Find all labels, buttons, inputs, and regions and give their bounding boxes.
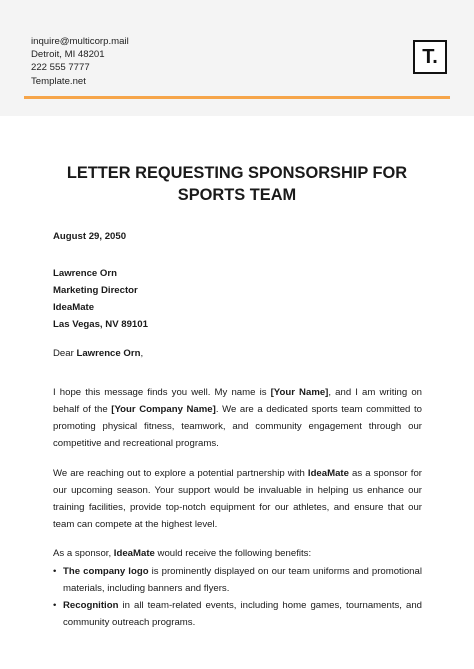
intro-text-3: . We are a dedicated sports team committed to promoting physical fitness, teamwork, and community engagement through our competitive and recreational programs. — [53, 404, 422, 449]
letterhead — [0, 0, 474, 116]
contact-info — [31, 35, 129, 88]
greeting-name: Lawrence Orn — [76, 348, 141, 359]
greeting-punctuation: , — [140, 348, 144, 359]
contact-city: Detroit, MI 48201 — [31, 49, 105, 61]
letter-title: LETTER REQUESTING SPONSORSHIP FOR SPORTS TEAM — [66, 164, 408, 204]
salutation: Dear — [53, 348, 77, 359]
company-name-placeholder: [Your Company Name] — [111, 404, 216, 415]
benefits-company: IdeaMate — [113, 548, 155, 559]
recipient-position: Marketing Director — [53, 285, 138, 296]
benefits-intro-text-1: As a sponsor, — [53, 548, 114, 559]
logo-text: T. — [422, 45, 438, 68]
partnership-company: IdeaMate — [307, 468, 349, 479]
benefits-intro — [53, 548, 422, 559]
your-name-placeholder: [Your Name] — [270, 387, 329, 398]
intro-text-2: , and I am writing on behalf of the — [53, 387, 422, 415]
benefits-list — [53, 563, 422, 631]
benefit-text: is prominently displayed on our team uniforms and promotional materials, including banners and flyers. — [63, 566, 422, 594]
bullet-icon: • — [53, 600, 57, 611]
partnership-text-1: We are reaching out to explore a potential partnership with — [53, 468, 308, 479]
company-logo — [413, 40, 447, 74]
contact-website: Template.net — [31, 75, 86, 87]
recipient-address: Las Vegas, NV 89101 — [53, 319, 148, 330]
contact-email: inquire@multicorp.mail — [31, 36, 129, 47]
benefit-title: The company logo — [63, 566, 149, 577]
recipient-name: Lawrence Orn — [53, 268, 117, 279]
accent-divider — [24, 96, 450, 99]
bullet-icon: • — [53, 566, 57, 577]
intro-text-1: I hope this message finds you well. My name is — [53, 387, 271, 398]
benefit-text: in all team-related events, including home games, tournaments, and community outreach programs. — [63, 600, 422, 628]
recipient-company: IdeaMate — [53, 302, 95, 313]
intro-paragraph — [53, 384, 422, 452]
letter-date: August 29, 2050 — [53, 231, 127, 242]
list-item — [53, 597, 422, 631]
contact-phone: 222 555 7777 — [31, 62, 90, 74]
list-item — [53, 563, 422, 597]
benefit-title: Recognition — [63, 600, 119, 611]
recipient-block — [53, 265, 422, 333]
partnership-text-2: as a sponsor for our upcoming season. Your support would be invaluable in helping us enhance our training facilities, provide top-notch equipment for our athletes, and ensure that our team can compete at the highest level. — [53, 468, 422, 530]
partnership-paragraph — [53, 465, 422, 533]
benefits-intro-text-2: would receive the following benefits: — [154, 548, 312, 559]
greeting — [53, 348, 422, 359]
